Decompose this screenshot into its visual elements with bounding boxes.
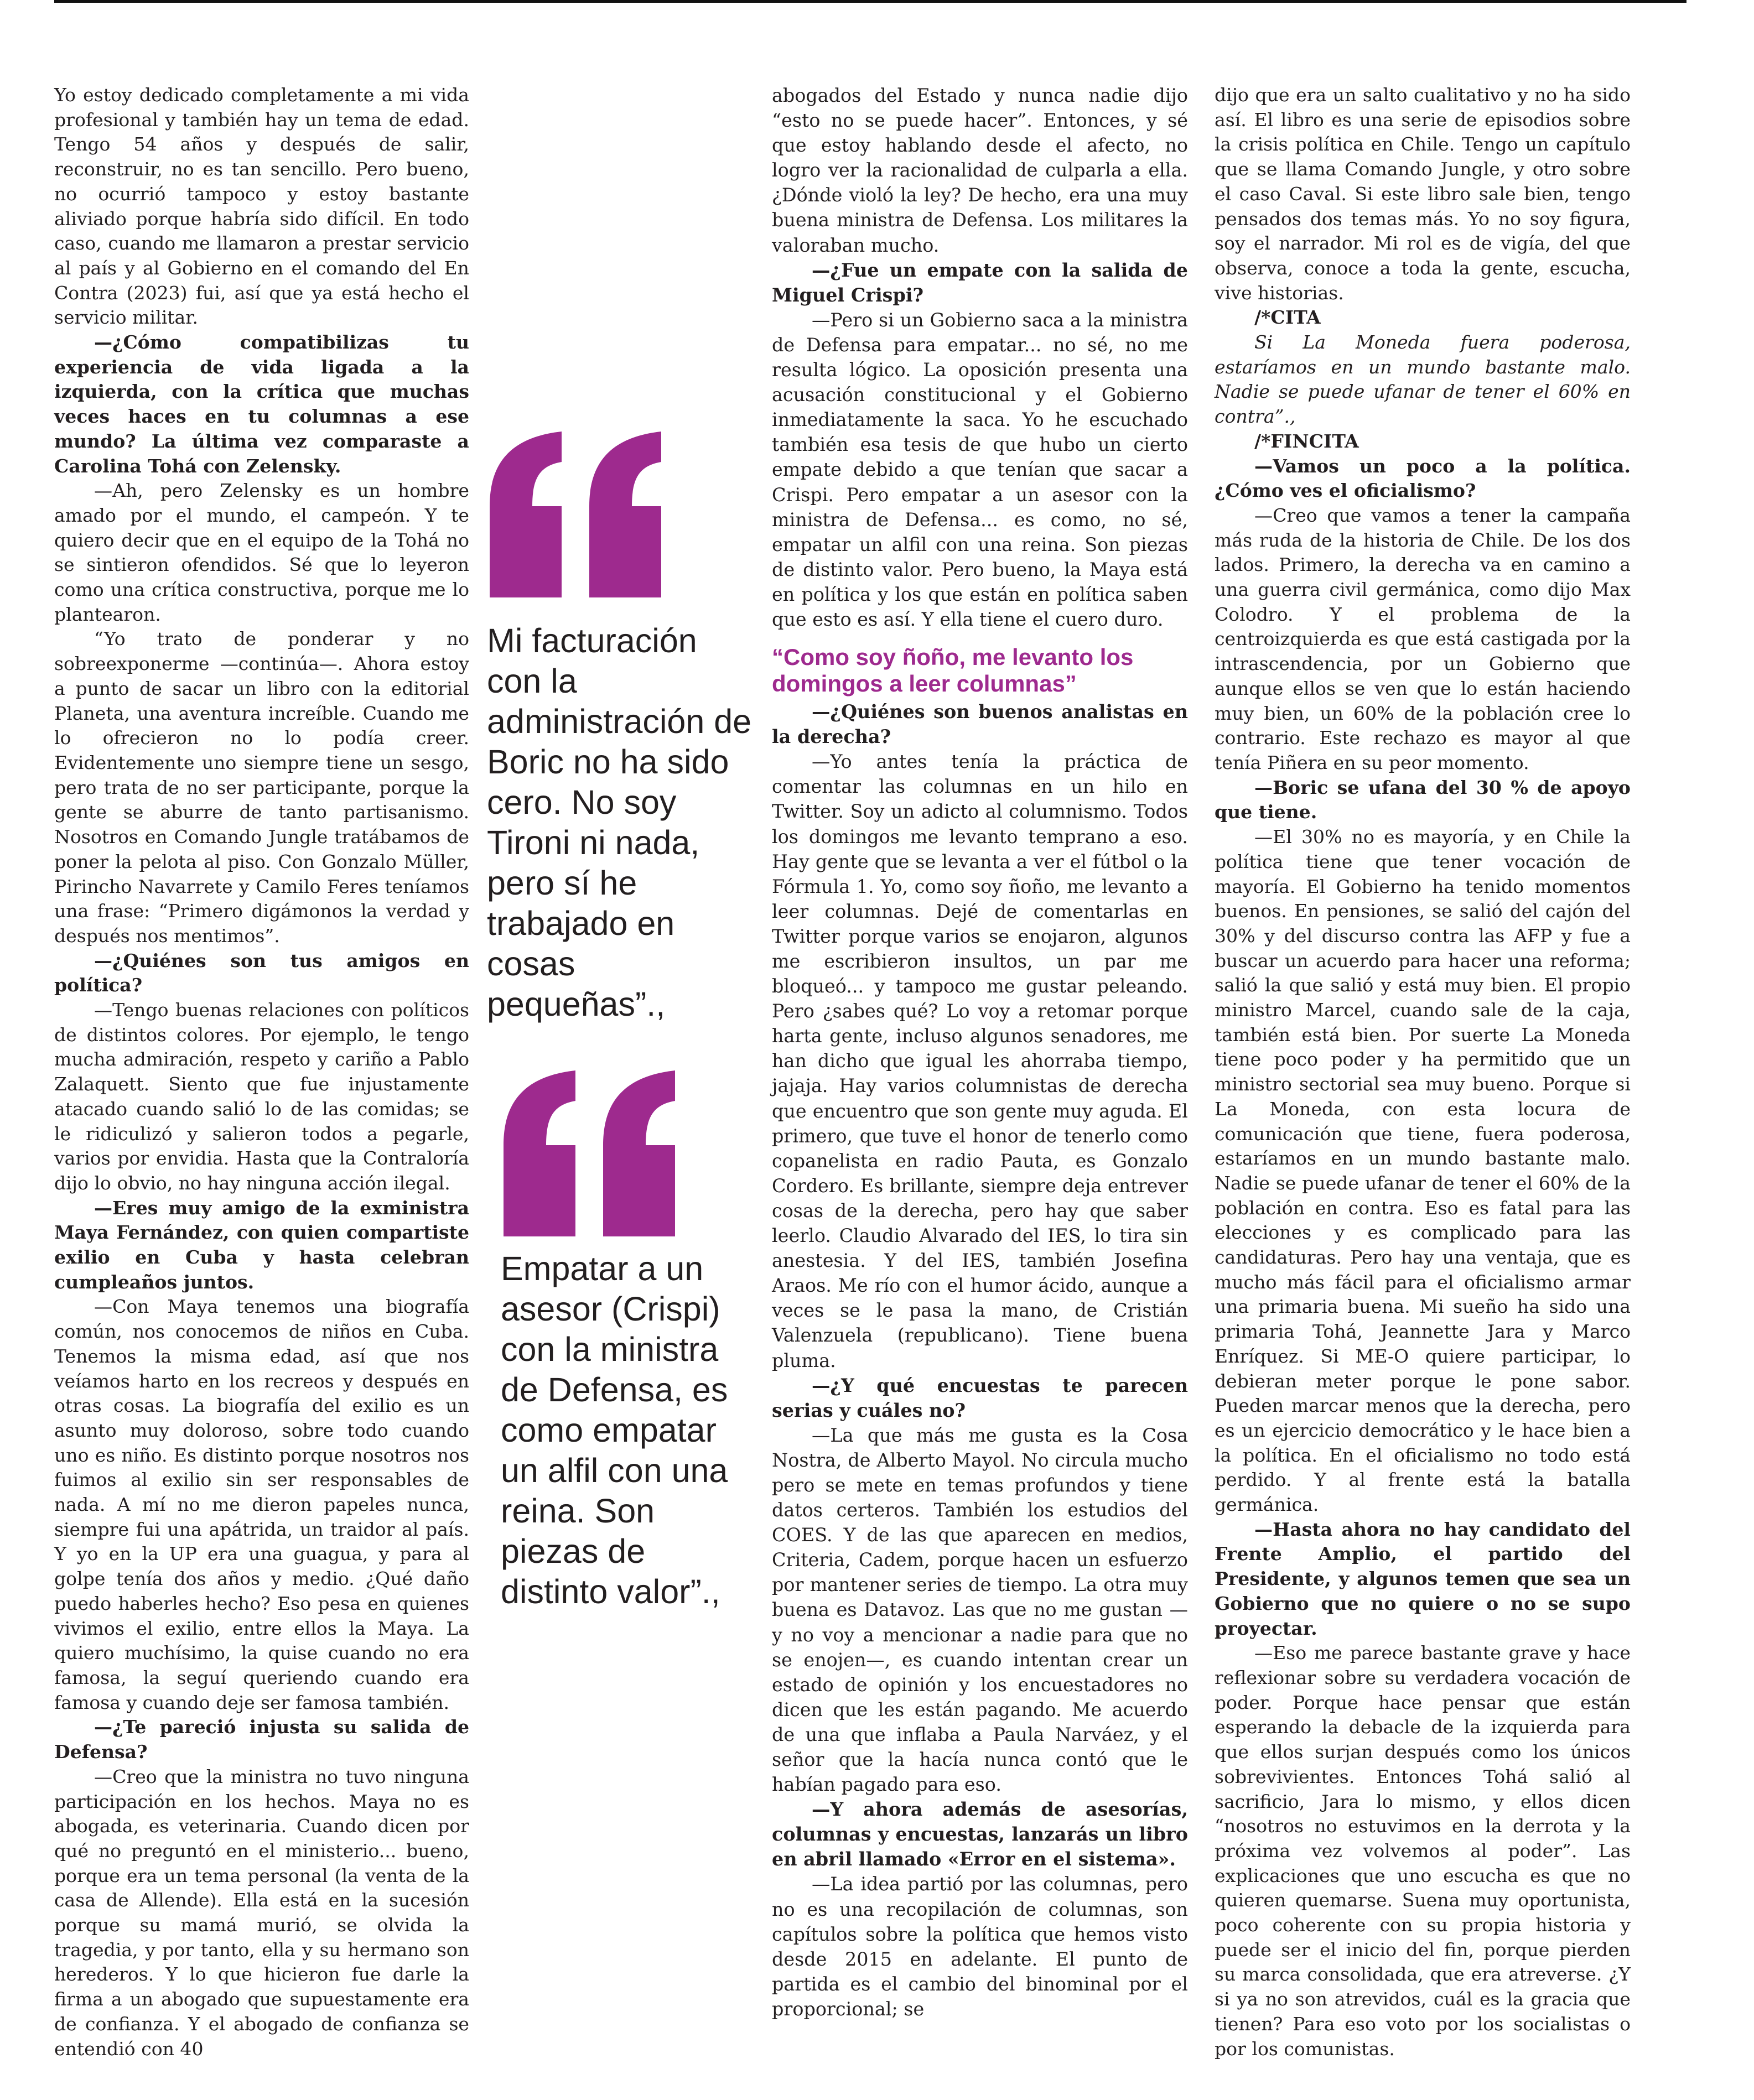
body-paragraph: dijo que era un salto cualitativo y no ha sido así. El libro es una serie de episodios sobre la crisis política en Chile. Tengo un capítulo que se llama Comando Jungle, y otro sobre el caso Caval. Si este libro sale bien, tengo pensados dos temas más. Yo no soy figura, soy el narrador. Mi rol es de vigía, del que observa, conoce a toda la gente, escucha, vive historias. <box>1215 84 1631 304</box>
cita-marker: /*CITA <box>1254 306 1321 329</box>
body-paragraph: —Creo que la ministra no tuvo ninguna participación en los hechos. Maya no es abogada, es veterinaria. Cuando dicen por qué no preguntó en el ministerio... bueno, porque era un tema personal (la venta de la casa de Allende). Ella está en la sucesión porque su mamá murió, se olvida la tragedia, y por tanto, ella y su hermano son herederos. Y lo que hicieron fue darle la firma a un abogado que supuestamente era de confianza. Y el abogado de confianza se entendió con 40 <box>54 1765 469 2060</box>
interview-question: —Y ahora además de asesorías, columnas y encuestas, lanzarás un libro en abril llamado «Error en el sistema». <box>772 1798 1188 1870</box>
body-paragraph: —Ah, pero Zelensky es un hombre amado por el mundo, el campeón. Y te quiero decir que en el equipo de la Tohá no se sintieron ofendidos. Sé que lo leyeron como una crítica constructiva, porque me lo plantearon. <box>54 480 469 625</box>
interview-question: —¿Quiénes son tus amigos en política? <box>54 949 469 996</box>
pull-quote-2 <box>487 1070 758 1612</box>
interview-question: —Hasta ahora no hay candidato del Frente Amplio, el partido del Presidente, y algunos temen que sea un Gobierno que no quiere o no se supo proyectar. <box>1215 1518 1631 1639</box>
interview-question: —¿Y qué encuestas te parecen serias y cuáles no? <box>772 1374 1188 1421</box>
article-column-1 <box>54 83 469 2061</box>
body-paragraph: Yo estoy dedicado completamente a mi vida profesional y también hay un tema de edad. Tengo 54 años y después de salir, reconstruir, no es tan sencillo. Pero bueno, no ocurrió tampoco y estoy bastante aliviado porque habría sido difícil. En todo caso, cuando me llamaron a prestar servicio al país y al Gobierno en el comando del En Contra (2023) fui, así que ya está hecho el servicio militar. <box>54 84 469 329</box>
body-paragraph: abogados del Estado y nunca nadie dijo “esto no se puede hacer”. Entonces, y sé que estoy hablando desde el afecto, no logro ver la racionalidad de culparla a ella. ¿Dónde violó la ley? De hecho, era una muy buena ministra de Defensa. Los militares la valoraban mucho. <box>772 85 1188 256</box>
body-paragraph: —La idea partió por las columnas, pero no es una recopilación de columnas, son capítulos sobre la política que hemos visto desde 2015 en adelante. El punto de partida es el cambio del binominal por el proporcional; se <box>772 1873 1188 2020</box>
body-paragraph: —El 30% no es mayoría, y en Chile la política tiene que tener vocación de mayoría. El Gobierno ha tenido momentos buenos. En pensiones, se salió del cajón del 30% y del discurso contra las AFP y fue a buscar un acuerdo para hacer una reforma; salió la que salió y está muy bien. El propio ministro Marcel, cuando sale de la caja, también está bien. Por suerte La Moneda tiene poco poder y ha permitido que un ministro sectorial sea muy bueno. Porque si La Moneda, con esta locura de comunicación que tiene, fuera poderosa, estaríamos en un mundo bastante malo. Nadie se puede ufanar de tener el 60% de la población en contra. Eso es fatal para las elecciones y es complicado para las candidaturas. Pero hay una ventaja, que es mucho más fácil para el oficialismo armar una primaria buena. Mi sueño ha sido una primaria Tohá, Jeannette Jara y Marco Enríquez. Si ME-O quiere participar, lo debieran meter porque le pone sabor. Pueden marcar menos que la derecha, pero es un ejercicio democrático y le hace bien a la política. En el oficialismo no todo está perdido. Y al frente está la batalla germánica. <box>1215 826 1631 1516</box>
cita-text: Si La Moneda fuera poderosa, estaríamos en un mundo bastante malo. Nadie se puede ufanar de tener el 60% en contra”., <box>1215 331 1631 428</box>
article-column-3 <box>772 83 1188 2021</box>
body-paragraph: —La que más me gusta es la Cosa Nostra, de Alberto Mayol. No circula mucho pero se mete en temas profundos y tiene datos certeros. También los estudios del COES. Y de las que aparecen en medios, Criteria, Cadem, porque hacen un esfuerzo por mantener series de tiempo. La otra muy buena es Datavoz. Las que no me gustan —y no voy a mencionar a nadie para que no se enojen—, es cuando intentan crear un estado de opinión y los encuestadores no dicen que les están pagando. Me acuerdo de una que inflaba a Paula Narváez, y el señor que la hacía nunca contó que le habían pagado para eso. <box>772 1424 1188 1796</box>
pull-quote-text: Mi facturación con la administración de Boric no ha sido cero. No soy Tironi ni nada, pero sí he trabajado en cosas pequeñas”., <box>487 622 752 1023</box>
body-paragraph: —Creo que vamos a tener la campaña más ruda de la historia de Chile. De los dos lados. Primero, la derecha va en camino a una guerra civil germánica, como dijo Max Colodro. Y el problema de la centroizquierda es que está castigada por la intrascendencia, por un Gobierno que aunque ellos se ven que lo están haciendo muy bien, un 60% de la población cree lo contrario. Este rechazo es mayor al que tenía Piñera en su peor momento. <box>1215 504 1631 773</box>
interview-question: —¿Quiénes son buenos analistas en la derecha? <box>772 701 1188 748</box>
body-paragraph: —Yo antes tenía la práctica de comentar las columnas en un hilo en Twitter. Soy un adicto al columnismo. Todos los domingos me levanto temprano a eso. Hay gente que se levanta a ver el fútbol o la Fórmula 1. Yo, como soy ñoño, me levanto a leer columnas. Dejé de comentarlas en Twitter porque varios se enojaron, algunos me escribieron insultos, un par me bloqueó... y tampoco me gustar peleando. Pero ¿sabes qué? Lo voy a retomar porque harta gente, incluso algunos senadores, me han dicho que igual les ahorraba tiempo, jajaja. Hay varios columnistas de derecha que encuentro que son gente muy aguda. El primero, que tuve el honor de tenerlo como copanelista en radio Pauta, es Gonzalo Cordero. Es brillante, siempre deja entrever cosas de la derecha, pero hay que saber leerlo. Claudio Alvarado del IES, lo tira sin anestesia. Y del IES, también Josefina Araos. Me río con el humor ácido, aunque a veces se le pasa la mano, de Cristián Valenzuela (republicano). Tiene buena pluma. <box>772 751 1188 1371</box>
opening-quote-mark-icon <box>487 432 670 597</box>
opening-quote-mark-icon <box>501 1070 683 1236</box>
section-subhead: “Como soy ñoño, me levanto los domingos a leer columnas” <box>772 644 1134 697</box>
body-paragraph: —Pero si un Gobierno saca a la ministra de Defensa para empatar... no sé, no me resulta lógico. La oposición presenta una acusación constitucional y el Gobierno inmediatamente la saca. Yo he escuchado también esa tesis de que hubo un cierto empate debido a que tenían que sacar a Crispi. Pero empatar a un asesor con la ministra de Defensa... es como, no sé, empatar un alfil con una reina. Son piezas de distinto valor. Pero bueno, la Maya está en política y los que están en política saben que esto es así. Y ella tiene el cuero duro. <box>772 309 1188 630</box>
interview-question: —Eres muy amigo de la exministra Maya Fernández, con quien compartiste exilio en Cuba y hasta celebran cumpleaños juntos. <box>54 1197 469 1293</box>
pull-quote-1 <box>487 432 758 1025</box>
interview-question: —¿Te pareció injusta su salida de Defensa? <box>54 1716 469 1763</box>
article-column-4 <box>1215 83 1631 2061</box>
interview-question: —Boric se ufana del 30 % de apoyo que tiene. <box>1215 776 1631 823</box>
interview-question: —¿Fue un empate con la salida de Miguel Crispi? <box>772 259 1188 306</box>
body-paragraph: —Con Maya tenemos una biografía común, nos conocemos de niños en Cuba. Tenemos la misma edad, así que nos veíamos harto en los recreos y después en otras cosas. La biografía del exilio es un asunto muy doloroso, sobre todo cuando uno es niño. Es distinto porque nosotros nos fuimos al exilio sin ser responsables de nada. A mí no me dieron papeles nunca, siempre fui una apátrida, un traidor al país. Y yo en la UP era una guagua, y para al golpe tenía dos años y medio. ¿Qué daño puedo haberles hecho? Eso pesa en quienes vivimos el exilio, entre ellos la Maya. La quiero muchísimo, la quise cuando no era famosa, la seguí queriendo cuando era famosa y cuando deje ser famosa también. <box>54 1296 469 1713</box>
interview-question: —¿Cómo compatibilizas tu experiencia de vida ligada a la izquierda, con la crítica que muchas veces haces en tu columnas a ese mundo? La última vez comparaste a Carolina Tohá con Zelensky. <box>54 331 469 477</box>
body-paragraph: “Yo trato de ponderar y no sobreexponerme —continúa—. Ahora estoy a punto de sacar un libro con la editorial Planeta, una aventura increíble. Cuando me lo ofrecieron no lo podía creer. Evidentemente uno siempre tiene un sesgo, pero trata de no ser participante, porque la gente se aburre de tanto partisanismo. Nosotros en Comando Jungle tratábamos de poner la pelota al piso. Con Gonzalo Müller, Pirincho Navarrete y Camilo Feres teníamos una frase: “Primero digámonos la verdad y después nos mentimos”. <box>54 628 469 947</box>
fincita-marker: /*FINCITA <box>1254 430 1359 452</box>
pull-quote-text: Empatar a un asesor (Crispi) con la ministra de Defensa, es como empatar un alfil con una reina. Son piezas de distinto valor”., <box>501 1250 728 1610</box>
top-rule <box>54 0 1686 3</box>
body-paragraph: —Tengo buenas relaciones con políticos de distintos colores. Por ejemplo, le tengo mucha admiración, respeto y cariño a Pablo Zalaquett. Siento que fue injustamente atacado cuando salió lo de las comidas; se le ridiculizó y salieron todos a pegarle, varios por envidia. Hasta que la Contraloría dijo lo obvio, no hay ninguna acción ilegal. <box>54 999 469 1194</box>
interview-question: —Vamos un poco a la política. ¿Cómo ves el oficialismo? <box>1215 455 1631 502</box>
body-paragraph: —Eso me parece bastante grave y hace reflexionar sobre su verdadera vocación de poder. Porque hace pensar que están esperando la debacle de la izquierda para que ellos surjan después como los únicos sobrevivientes. Entonces Tohá salió al sacrificio, Jara lo mismo, y ellos dicen “nosotros no estuvimos en la derrota y la próxima vez volvemos al poder”. Las explicaciones que uno escucha es que no quieren quemarse. Suena muy oportunista, poco coherente con su propia historia y puede ser el inicio del fin, porque pierden su marca consolidada, que era atreverse. ¿Y si ya no son atrevidos, cuál es la gracia que tienen? Para eso voto por los socialistas o por los comunistas. <box>1215 1642 1631 2060</box>
